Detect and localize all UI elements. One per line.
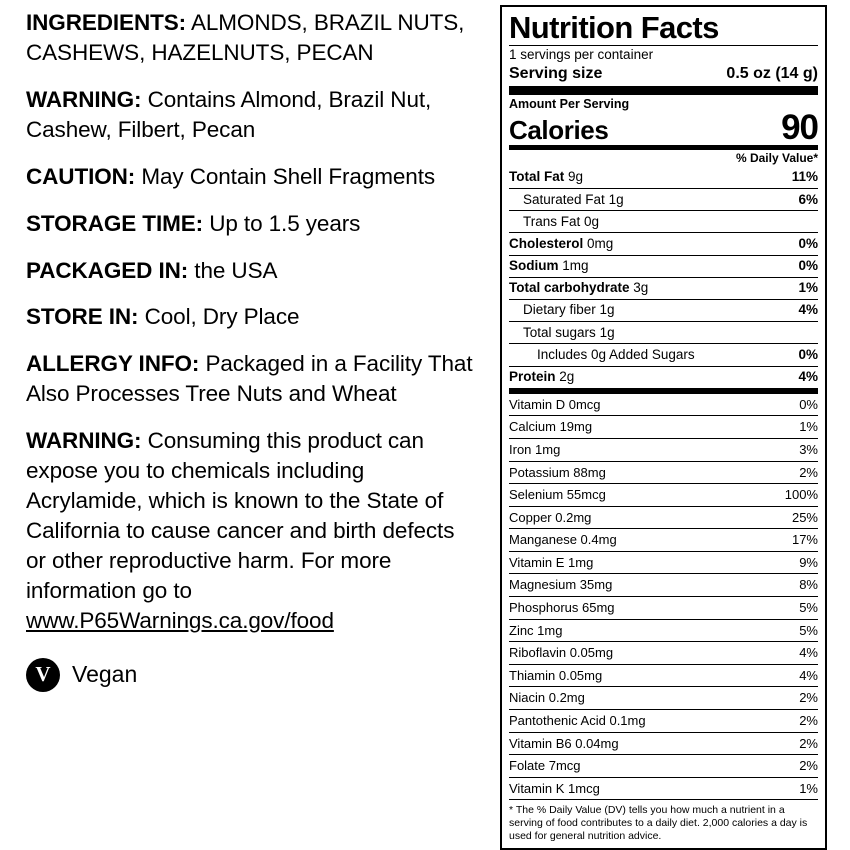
nutrient-dv: 6% xyxy=(798,191,818,207)
nutrient-name: Protein xyxy=(509,369,556,385)
vitamin-name: Manganese 0.4mg xyxy=(509,532,617,548)
vitamin-dv: 1% xyxy=(799,419,818,435)
prop65-link[interactable]: www.P65Warnings.ca.gov/food xyxy=(26,607,334,633)
table-row xyxy=(509,687,818,710)
nutrient-amount: 2g xyxy=(559,369,575,385)
vitamin-dv: 4% xyxy=(799,645,818,661)
calories-row xyxy=(509,107,818,147)
vitamin-name: Niacin 0.2mg xyxy=(509,690,585,706)
table-row xyxy=(509,507,818,530)
nutrient-name: Total Fat xyxy=(509,169,565,185)
nutrient-name: Cholesterol xyxy=(509,235,584,251)
info-prop65-value: Consuming this product can expose you to chemicals including Acrylamide, which is known to the State of California to cause cancer and birth defects or other reproductive harm. For more information go to xyxy=(26,428,455,603)
table-row xyxy=(509,189,818,211)
info-ingredients-value: ALMONDS, BRAZIL NUTS, CASHEWS, HAZELNUTS, PECAN xyxy=(26,10,465,65)
nutrient-amount: 3g xyxy=(633,280,649,296)
nutrient-amount: 9g xyxy=(568,169,584,185)
table-row xyxy=(509,367,818,389)
nutrition-facts-panel xyxy=(500,5,827,850)
table-row xyxy=(509,278,818,300)
table-row xyxy=(509,620,818,643)
vitamin-dv: 9% xyxy=(799,554,818,570)
nutrition-facts-column xyxy=(500,0,850,847)
info-prop65-warning xyxy=(26,426,480,635)
calories-label: Calories xyxy=(509,114,609,145)
info-packaged-in xyxy=(26,256,480,286)
vitamin-name: Riboflavin 0.05mg xyxy=(509,645,614,661)
vitamin-name: Zinc 1mg xyxy=(509,622,563,638)
table-row xyxy=(509,300,818,322)
vitamin-name: Selenium 55mcg xyxy=(509,487,606,503)
vitamin-dv: 100% xyxy=(784,487,818,503)
table-row xyxy=(509,462,818,485)
nutrient-amount: 1g xyxy=(608,191,624,207)
amount-per-serving-label: Amount Per Serving xyxy=(509,96,630,111)
table-row xyxy=(509,597,818,620)
nutrient-name: Dietary fiber xyxy=(523,302,596,318)
table-row xyxy=(509,233,818,255)
table-row xyxy=(509,665,818,688)
vitamin-name: Magnesium 35mg xyxy=(509,577,613,593)
table-row xyxy=(509,439,818,462)
table-row xyxy=(509,778,818,801)
table-row xyxy=(509,167,818,189)
table-row xyxy=(509,552,818,575)
info-warning-allergens-value: Contains Almond, Brazil Nut, Cashew, Filbert, Pecan xyxy=(26,86,432,142)
main-nutrients-table xyxy=(509,167,818,389)
vitamin-name: Phosphorus 65mg xyxy=(509,600,615,616)
info-allergy-info xyxy=(26,349,480,409)
vitamin-dv: 0% xyxy=(799,396,818,412)
vitamin-name: Calcium 19mg xyxy=(509,419,593,435)
info-warning-allergens-label: WARNING: xyxy=(26,86,142,112)
table-row xyxy=(509,529,818,552)
vitamin-name: Potassium 88mg xyxy=(509,464,606,480)
info-allergy-info-label: ALLERGY INFO: xyxy=(26,351,200,377)
nutrient-name: Saturated Fat xyxy=(523,191,605,207)
vegan-badge-row xyxy=(26,658,480,692)
serving-size-label: Serving size xyxy=(509,64,603,82)
table-row xyxy=(509,256,818,278)
vitamin-dv: 2% xyxy=(799,735,818,751)
servings-per-container: 1 servings per container xyxy=(509,46,654,62)
vitamin-name: Iron 1mg xyxy=(509,441,561,457)
nutrient-dv: 4% xyxy=(798,369,818,385)
nutrient-dv: 1% xyxy=(798,280,818,296)
info-storage-time-label: STORAGE TIME: xyxy=(26,210,204,236)
vitamin-name: Copper 0.2mg xyxy=(509,509,592,525)
nutrient-dv: 0% xyxy=(798,258,818,274)
info-ingredients-label: INGREDIENTS: xyxy=(26,10,187,35)
table-row xyxy=(509,484,818,507)
vitamin-dv: 1% xyxy=(799,780,818,796)
vitamin-dv: 4% xyxy=(799,667,818,683)
nutrient-amount: 1g xyxy=(599,324,615,340)
info-caution xyxy=(26,162,480,192)
info-storage-time-value: Up to 1.5 years xyxy=(203,210,361,236)
info-prop65-label: WARNING: xyxy=(26,428,142,454)
vitamin-name: Thiamin 0.05mg xyxy=(509,667,603,683)
nutrient-name: Total sugars xyxy=(523,324,596,340)
nutrient-dv: 11% xyxy=(791,169,818,185)
vitamin-dv: 8% xyxy=(799,577,818,593)
nutrient-name: Includes 0g Added Sugars xyxy=(537,346,695,362)
table-row xyxy=(509,394,818,417)
vitamins-minerals-table xyxy=(509,394,818,801)
vitamin-dv: 2% xyxy=(799,690,818,706)
vitamin-dv: 2% xyxy=(799,713,818,729)
info-ingredients xyxy=(26,8,480,68)
daily-value-header: % Daily Value* xyxy=(735,150,818,165)
info-warning-allergens xyxy=(26,85,480,145)
vitamin-dv: 17% xyxy=(791,532,818,548)
info-store-in-value: Cool, Dry Place xyxy=(138,304,300,330)
table-row xyxy=(509,211,818,233)
nutrition-facts-title: Nutrition Facts xyxy=(509,10,719,45)
nutrient-dv: 4% xyxy=(798,302,818,318)
nutrient-dv: 0% xyxy=(798,235,818,251)
table-row xyxy=(509,642,818,665)
table-row xyxy=(509,322,818,344)
vitamin-name: Folate 7mcg xyxy=(509,758,581,774)
info-allergy-info-value: Packaged in a Facility That Also Processes Tree Nuts and Wheat xyxy=(26,351,473,407)
nutrient-amount: 1mg xyxy=(562,258,589,274)
table-row xyxy=(509,416,818,439)
vitamin-name: Vitamin K 1mcg xyxy=(509,780,600,796)
vitamin-name: Pantothenic Acid 0.1mg xyxy=(509,713,646,729)
vitamin-name: Vitamin D 0mcg xyxy=(509,396,601,412)
vitamin-dv: 3% xyxy=(799,441,818,457)
info-packaged-in-value: the USA xyxy=(188,257,278,283)
table-row xyxy=(509,755,818,778)
info-caution-value: May Contain Shell Fragments xyxy=(135,163,436,189)
table-row xyxy=(509,574,818,597)
vitamin-dv: 2% xyxy=(799,758,818,774)
vitamin-dv: 25% xyxy=(791,509,818,525)
nutrient-amount: 0g xyxy=(584,213,600,229)
daily-value-footnote: * The % Daily Value (DV) tells you how much a nutrient in a serving of food contributes to a daily diet. 2,000 calories a day is used for general nutrition advice. xyxy=(509,804,808,843)
vegan-label: Vegan xyxy=(72,661,138,688)
table-row xyxy=(509,710,818,733)
nutrient-name: Trans Fat xyxy=(523,213,581,229)
vegan-icon: V xyxy=(26,658,60,692)
nutrient-name: Total carbohydrate xyxy=(509,280,630,296)
info-storage-time xyxy=(26,209,480,239)
vitamin-dv: 5% xyxy=(799,600,818,616)
table-row xyxy=(509,344,818,366)
serving-size-row xyxy=(509,64,818,86)
vitamin-name: Vitamin E 1mg xyxy=(509,554,594,570)
vitamin-dv: 2% xyxy=(799,464,818,480)
nutrient-amount: 0mg xyxy=(587,235,614,251)
vitamin-dv: 5% xyxy=(799,622,818,638)
vitamin-name: Vitamin B6 0.04mg xyxy=(509,735,619,751)
divider-serving xyxy=(509,86,818,95)
nutrient-amount: 1g xyxy=(599,302,615,318)
nutrient-dv: 0% xyxy=(798,346,818,362)
table-row xyxy=(509,733,818,756)
serving-size-value: 0.5 oz (14 g) xyxy=(726,64,818,82)
info-caution-label: CAUTION: xyxy=(26,163,136,189)
info-packaged-in-label: PACKAGED IN: xyxy=(26,257,189,283)
calories-value: 90 xyxy=(781,107,818,147)
info-store-in xyxy=(26,302,480,332)
nutrient-name: Sodium xyxy=(509,258,559,274)
info-store-in-label: STORE IN: xyxy=(26,304,139,330)
